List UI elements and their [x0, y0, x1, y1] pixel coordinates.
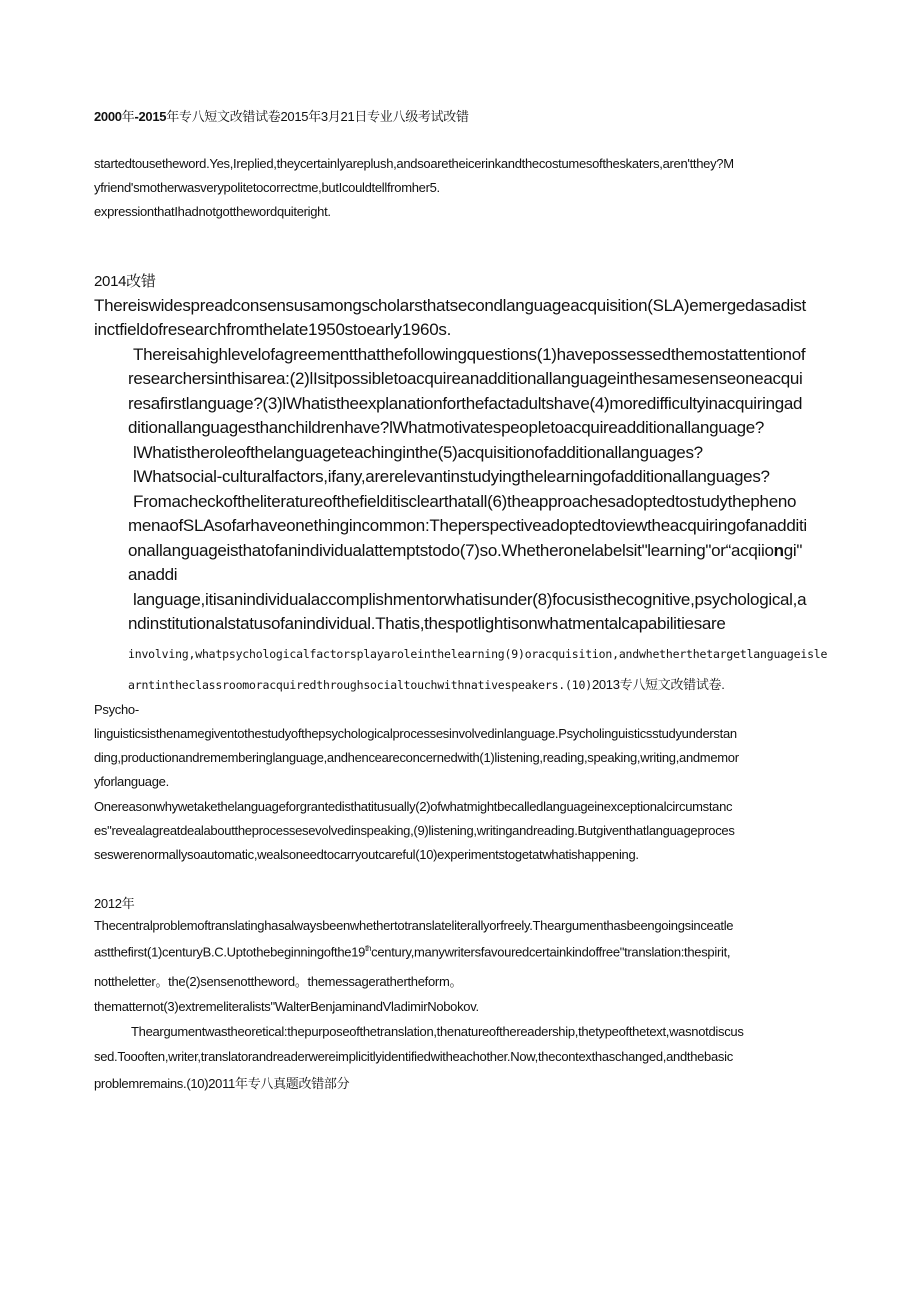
s2013-line-1: Psycho-	[94, 702, 139, 717]
document-title	[94, 106, 469, 125]
s2013-line-6: es"revealagreatdealabouttheprocessesevolvedinspeaking,(9)listening,writingandreading.Butgiventhatlanguageproces	[94, 823, 735, 838]
s2012-line-3: nottheletter。the(2)sensenottheword。themessagerathertheform。	[94, 974, 463, 989]
title-rest: 年专八短文改错试卷2015年3月21日专业八级考试改错	[166, 109, 469, 124]
s2013-line-5: Onereasonwhywetakethelanguageforgrantedisthatitusually(2)ofwhatmightbecalledlanguageinexceptionalcircumstanc	[94, 799, 733, 814]
s2014-line-1: Thereiswidespreadconsensusamongscholarsthatsecondlanguageacquisition(SLA)emergedasadist	[94, 296, 806, 315]
s2012-line-2-part-a: astthefirst(1)centuryB.C.Uptothebeginningofthe19	[94, 944, 366, 960]
intro-line-3: expressionthatIhadnotgotthewordquiteright.	[94, 204, 331, 219]
section-2012-heading: 2012年	[94, 896, 135, 911]
s2014-line-11-part-c: gi"	[783, 541, 803, 560]
s2014-line-11	[128, 541, 802, 561]
s2013-line-3: ding,productionandrememberinglanguage,andhenceareconcernedwith(1)listening,reading,speaking,writing,andmemor	[94, 750, 739, 765]
s2014-line-7: lWhatistheroleofthelanguageteachinginthe(5)acquisitionofadditionallanguages?	[133, 443, 703, 462]
title-year-char: 年	[121, 109, 135, 124]
s2014-line-16-mono: arntintheclassroomoracquiredthroughsocialtouchwithnativespeakers.(10)	[128, 678, 592, 692]
s2013-line-2: linguisticsisthenamegiventothestudyofthepsychologicalprocessesinvolvedinlanguage.Psycholinguisticsstudyunderstan	[94, 726, 737, 741]
s2014-line-15: involving,whatpsychologicalfactorsplayaroleinthelearning(9)oracquisition,andwhetherthetargetlanguageisle	[128, 647, 828, 661]
s2014-line-11-part-a: onallanguageisthatofanindividualattemptstodo(7)so.Whetheronelabelsit"learning"or“acqiio	[128, 541, 774, 560]
s2014-line-9: Fromacheckoftheliteratureofthefielditisclearthatall(6)theapproachesadoptedtostudythepheno	[133, 492, 797, 511]
s2014-line-10: menaofSLAsofarhaveonethingincommon:Theperspectiveadoptedtoviewtheacquiringofanadditi	[128, 516, 807, 535]
s2014-line-13: language,itisanindividualaccomplishmentorwhatisunder(8)focusisthecognitive,psychological,a	[133, 590, 807, 609]
s2012-line-4: thematternot(3)extremeliteralists"WalterBenjaminandVladimirNobokov.	[94, 999, 479, 1014]
s2014-line-3: Thereisahighlevelofagreementthatthefollowingquestions(1)havepossessedthemostattentionof	[133, 345, 806, 364]
s2014-line-14: ndinstitutionalstatusofanindividual.Thatis,thespotlightisonwhatmentalcapabilitiesare	[128, 614, 726, 633]
s2013-line-4: yforlanguage.	[94, 774, 169, 789]
s2014-line-6: ditionallanguagesthanchildrenhave?lWhatmotivatespeopletoacquireadditionallanguage?	[128, 418, 765, 437]
s2013-title: 2013专八短文改错试卷.	[591, 677, 725, 692]
title-year-start: 2000	[94, 109, 122, 124]
s2014-line-4: researchersinthisarea:(2)lIsitpossibletoacquireanadditionallanguageinthesamesenseoneacqui	[128, 369, 803, 388]
s2012-line-7: problemremains.(10)2011年专八真题改错部分	[94, 1076, 350, 1091]
s2014-line-16	[128, 674, 725, 694]
s2014-line-5: resafirstlanguage?(3)lWhatistheexplanationforthefactadultshave(4)moredifficultyinacquiringad	[128, 394, 803, 413]
title-year-end: -2015	[134, 109, 167, 124]
s2014-line-12: anaddi	[128, 565, 178, 584]
s2013-line-7: seswerenormallysoautomatic,wealsoneedtocarryoutcareful(10)experimentstogetatwhatishappening.	[94, 847, 639, 862]
s2014-line-8: lWhatsocial-culturalfactors,ifany,arerelevantinstudyingthelearningofadditionallanguages?	[133, 467, 770, 486]
intro-line-2: yfriend'smotherwasverypolitetocorrectme,butIcouldtellfromher5.	[94, 180, 440, 195]
section-2014-heading: 2014改错	[94, 273, 156, 290]
s2014-line-11-bold: n	[773, 541, 784, 560]
s2014-line-2: inctfieldofresearchfromthelate1950stoearly1960s.	[94, 320, 451, 339]
s2012-line-1: Thecentralproblemoftranslatinghasalwaysbeenwhethertotranslateliterallyorfreely.Theargumenthasbeengoingsinceatle	[94, 918, 734, 933]
s2012-line-2-part-b: century,manywritersfavouredcertainkindoffree"translation:thespirit,	[371, 944, 731, 960]
s2012-line-2-sup: th	[365, 944, 372, 953]
intro-line-1: startedtousetheword.Yes,Ireplied,theycertainlyareplush,andsoaretheicerinkandthecostumesoftheskaters,aren'tthey?M	[94, 156, 734, 171]
s2012-line-6: sed.Toooften,writer,translatorandreaderwereimplicitlyidentifiedwitheachother.Now,thecontexthaschanged,andthebasic	[94, 1049, 733, 1064]
s2012-line-5: Theargumentwastheoretical:thepurposeofthetranslation,thenatureofthereadership,thetypeofthetext,wasnotdiscus	[131, 1024, 744, 1039]
s2012-line-2	[94, 944, 730, 959]
